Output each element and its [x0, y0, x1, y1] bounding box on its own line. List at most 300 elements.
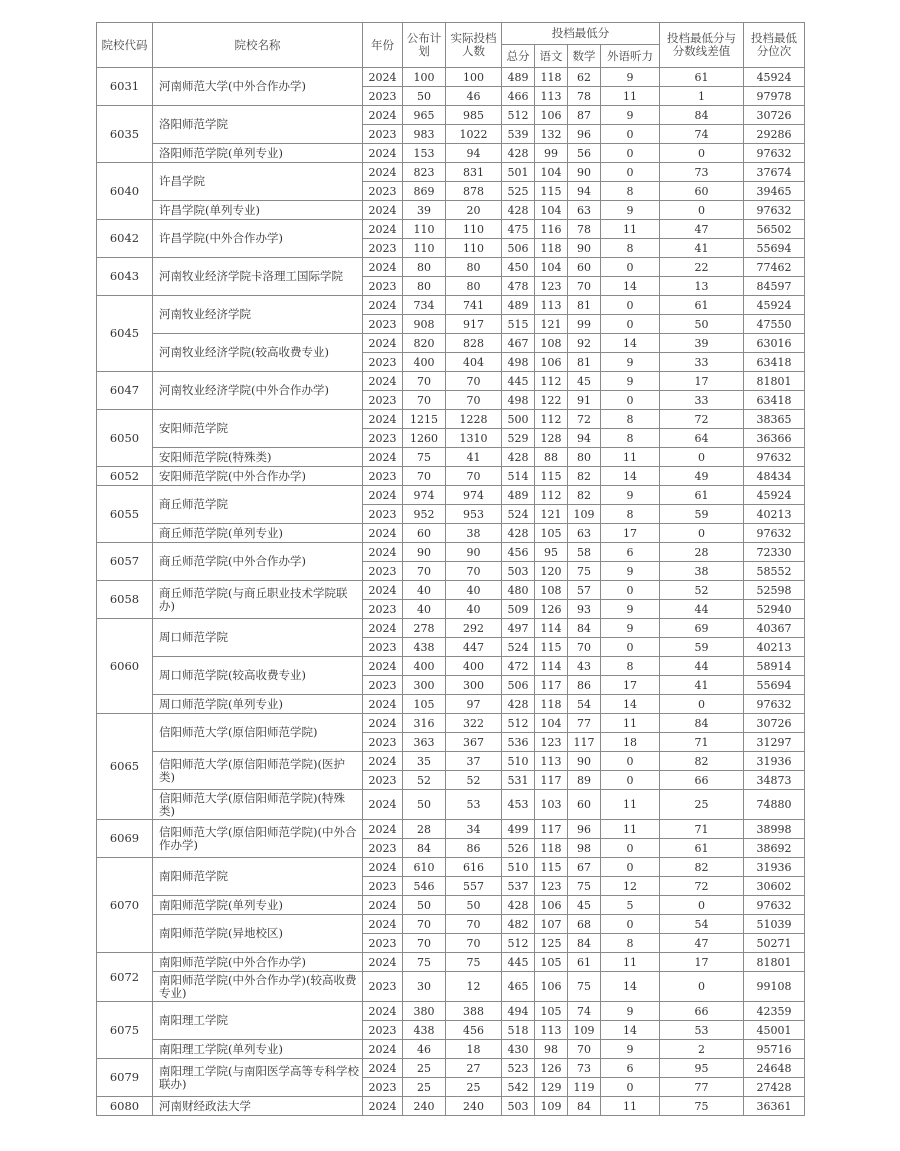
plan-cell: 39 [403, 201, 446, 220]
total-score-cell: 450 [502, 258, 535, 277]
score-rank-cell: 47550 [744, 315, 805, 334]
total-score-cell: 494 [502, 1002, 535, 1021]
score-diff-cell: 44 [660, 600, 744, 619]
score-rank-cell: 40367 [744, 619, 805, 638]
math-score-cell: 68 [568, 915, 601, 934]
year-cell: 2024 [363, 524, 403, 543]
chinese-score-cell: 105 [535, 524, 568, 543]
listening-score-cell: 12 [601, 877, 660, 896]
score-rank-cell: 45924 [744, 486, 805, 505]
header-published-plan: 公布计划 [403, 23, 446, 68]
chinese-score-cell: 126 [535, 1059, 568, 1078]
chinese-score-cell: 104 [535, 201, 568, 220]
listening-score-cell: 8 [601, 657, 660, 676]
actual-cell: 100 [446, 68, 502, 87]
plan-cell: 70 [403, 562, 446, 581]
year-cell: 2024 [363, 486, 403, 505]
score-rank-cell: 40213 [744, 505, 805, 524]
school-code-cell: 6065 [97, 714, 153, 820]
score-rank-cell: 55694 [744, 239, 805, 258]
total-score-cell: 523 [502, 1059, 535, 1078]
table-row [97, 657, 805, 676]
plan-cell: 75 [403, 448, 446, 467]
score-rank-cell: 97632 [744, 695, 805, 714]
year-cell: 2024 [363, 1040, 403, 1059]
actual-cell: 90 [446, 543, 502, 562]
score-diff-cell: 82 [660, 858, 744, 877]
math-score-cell: 77 [568, 714, 601, 733]
listening-score-cell: 0 [601, 391, 660, 410]
school-name-cell: 河南财经政法大学 [153, 1097, 363, 1116]
school-code-cell: 6031 [97, 68, 153, 106]
score-rank-cell: 39465 [744, 182, 805, 201]
listening-score-cell: 9 [601, 486, 660, 505]
score-diff-cell: 47 [660, 220, 744, 239]
score-diff-cell: 38 [660, 562, 744, 581]
actual-cell: 240 [446, 1097, 502, 1116]
score-diff-cell: 0 [660, 448, 744, 467]
actual-cell: 828 [446, 334, 502, 353]
school-name-cell: 安阳师范学院(中外合作办学) [153, 467, 363, 486]
listening-score-cell: 0 [601, 296, 660, 315]
chinese-score-cell: 114 [535, 657, 568, 676]
year-cell: 2024 [363, 581, 403, 600]
school-name-cell: 河南牧业经济学院(较高收费专业) [153, 334, 363, 372]
admission-score-table [96, 22, 805, 1116]
school-name-cell: 信阳师范大学(原信阳师范学院)(特殊类) [153, 790, 363, 820]
listening-score-cell: 6 [601, 543, 660, 562]
year-cell: 2024 [363, 1002, 403, 1021]
actual-cell: 40 [446, 600, 502, 619]
actual-cell: 110 [446, 220, 502, 239]
actual-cell: 400 [446, 657, 502, 676]
math-score-cell: 70 [568, 638, 601, 657]
total-score-cell: 453 [502, 790, 535, 820]
score-diff-cell: 95 [660, 1059, 744, 1078]
total-score-cell: 478 [502, 277, 535, 296]
header-listening: 外语听力 [601, 45, 660, 68]
total-score-cell: 512 [502, 106, 535, 125]
score-diff-cell: 25 [660, 790, 744, 820]
chinese-score-cell: 115 [535, 467, 568, 486]
table-row [97, 296, 805, 315]
total-score-cell: 515 [502, 315, 535, 334]
actual-cell: 70 [446, 467, 502, 486]
score-rank-cell: 97632 [744, 448, 805, 467]
total-score-cell: 510 [502, 858, 535, 877]
math-score-cell: 119 [568, 1078, 601, 1097]
school-code-cell: 6045 [97, 296, 153, 372]
score-rank-cell: 36361 [744, 1097, 805, 1116]
table-row [97, 972, 805, 1002]
total-score-cell: 509 [502, 600, 535, 619]
score-rank-cell: 40213 [744, 638, 805, 657]
school-code-cell: 6040 [97, 163, 153, 220]
total-score-cell: 430 [502, 1040, 535, 1059]
year-cell: 2024 [363, 953, 403, 972]
plan-cell: 105 [403, 695, 446, 714]
total-score-cell: 503 [502, 562, 535, 581]
actual-cell: 917 [446, 315, 502, 334]
listening-score-cell: 9 [601, 562, 660, 581]
year-cell: 2024 [363, 106, 403, 125]
plan-cell: 546 [403, 877, 446, 896]
score-rank-cell: 74880 [744, 790, 805, 820]
year-cell: 2024 [363, 915, 403, 934]
plan-cell: 70 [403, 467, 446, 486]
school-name-cell: 商丘师范学院(单列专业) [153, 524, 363, 543]
score-diff-cell: 50 [660, 315, 744, 334]
math-score-cell: 98 [568, 839, 601, 858]
school-code-cell: 6080 [97, 1097, 153, 1116]
total-score-cell: 489 [502, 486, 535, 505]
year-cell: 2023 [363, 239, 403, 258]
actual-cell: 985 [446, 106, 502, 125]
total-score-cell: 467 [502, 334, 535, 353]
year-cell: 2024 [363, 752, 403, 771]
year-cell: 2024 [363, 410, 403, 429]
listening-score-cell: 11 [601, 1097, 660, 1116]
year-cell: 2023 [363, 353, 403, 372]
year-cell: 2023 [363, 733, 403, 752]
chinese-score-cell: 121 [535, 505, 568, 524]
table-row [97, 896, 805, 915]
year-cell: 2024 [363, 296, 403, 315]
listening-score-cell: 14 [601, 972, 660, 1002]
math-score-cell: 70 [568, 1040, 601, 1059]
math-score-cell: 84 [568, 1097, 601, 1116]
score-rank-cell: 24648 [744, 1059, 805, 1078]
plan-cell: 70 [403, 391, 446, 410]
score-diff-cell: 17 [660, 372, 744, 391]
school-code-cell: 6050 [97, 410, 153, 467]
plan-cell: 820 [403, 334, 446, 353]
table-row [97, 220, 805, 239]
plan-cell: 278 [403, 619, 446, 638]
chinese-score-cell: 107 [535, 915, 568, 934]
math-score-cell: 54 [568, 695, 601, 714]
math-score-cell: 75 [568, 562, 601, 581]
school-name-cell: 洛阳师范学院 [153, 106, 363, 144]
actual-cell: 46 [446, 87, 502, 106]
listening-score-cell: 0 [601, 163, 660, 182]
plan-cell: 70 [403, 915, 446, 934]
total-score-cell: 525 [502, 182, 535, 201]
score-rank-cell: 63418 [744, 353, 805, 372]
school-code-cell: 6075 [97, 1002, 153, 1059]
plan-cell: 90 [403, 543, 446, 562]
math-score-cell: 86 [568, 676, 601, 695]
math-score-cell: 93 [568, 600, 601, 619]
total-score-cell: 506 [502, 676, 535, 695]
score-diff-cell: 72 [660, 877, 744, 896]
actual-cell: 300 [446, 676, 502, 695]
year-cell: 2023 [363, 562, 403, 581]
math-score-cell: 87 [568, 106, 601, 125]
school-code-cell: 6058 [97, 581, 153, 619]
table-row [97, 258, 805, 277]
plan-cell: 84 [403, 839, 446, 858]
math-score-cell: 109 [568, 505, 601, 524]
table-row [97, 858, 805, 877]
table-row [97, 1097, 805, 1116]
year-cell: 2023 [363, 505, 403, 524]
math-score-cell: 94 [568, 182, 601, 201]
score-rank-cell: 42359 [744, 1002, 805, 1021]
score-diff-cell: 75 [660, 1097, 744, 1116]
total-score-cell: 531 [502, 771, 535, 790]
math-score-cell: 84 [568, 934, 601, 953]
plan-cell: 25 [403, 1059, 446, 1078]
actual-cell: 70 [446, 934, 502, 953]
total-score-cell: 537 [502, 877, 535, 896]
chinese-score-cell: 122 [535, 391, 568, 410]
score-rank-cell: 45924 [744, 296, 805, 315]
score-diff-cell: 61 [660, 68, 744, 87]
chinese-score-cell: 125 [535, 934, 568, 953]
listening-score-cell: 9 [601, 353, 660, 372]
school-code-cell: 6052 [97, 467, 153, 486]
actual-cell: 878 [446, 182, 502, 201]
school-name-cell: 安阳师范学院(特殊类) [153, 448, 363, 467]
listening-score-cell: 0 [601, 752, 660, 771]
plan-cell: 80 [403, 258, 446, 277]
school-code-cell: 6079 [97, 1059, 153, 1097]
school-name-cell: 南阳师范学院(异地校区) [153, 915, 363, 953]
listening-score-cell: 8 [601, 429, 660, 448]
chinese-score-cell: 104 [535, 163, 568, 182]
table-row [97, 410, 805, 429]
actual-cell: 12 [446, 972, 502, 1002]
total-score-cell: 489 [502, 68, 535, 87]
chinese-score-cell: 117 [535, 676, 568, 695]
total-score-cell: 466 [502, 87, 535, 106]
chinese-score-cell: 118 [535, 239, 568, 258]
score-rank-cell: 95716 [744, 1040, 805, 1059]
score-diff-cell: 71 [660, 820, 744, 839]
school-code-cell: 6035 [97, 106, 153, 163]
score-rank-cell: 45001 [744, 1021, 805, 1040]
listening-score-cell: 0 [601, 915, 660, 934]
header-school-code: 院校代码 [97, 23, 153, 68]
actual-cell: 404 [446, 353, 502, 372]
actual-cell: 456 [446, 1021, 502, 1040]
score-rank-cell: 84597 [744, 277, 805, 296]
total-score-cell: 482 [502, 915, 535, 934]
chinese-score-cell: 104 [535, 258, 568, 277]
listening-score-cell: 17 [601, 524, 660, 543]
total-score-cell: 503 [502, 1097, 535, 1116]
listening-score-cell: 11 [601, 220, 660, 239]
year-cell: 2023 [363, 391, 403, 410]
school-name-cell: 南阳师范学院(单列专业) [153, 896, 363, 915]
year-cell: 2023 [363, 877, 403, 896]
plan-cell: 400 [403, 353, 446, 372]
total-score-cell: 498 [502, 353, 535, 372]
total-score-cell: 497 [502, 619, 535, 638]
total-score-cell: 489 [502, 296, 535, 315]
listening-score-cell: 9 [601, 619, 660, 638]
math-score-cell: 60 [568, 258, 601, 277]
math-score-cell: 63 [568, 201, 601, 220]
math-score-cell: 67 [568, 858, 601, 877]
chinese-score-cell: 113 [535, 87, 568, 106]
plan-cell: 52 [403, 771, 446, 790]
chinese-score-cell: 108 [535, 581, 568, 600]
score-rank-cell: 29286 [744, 125, 805, 144]
plan-cell: 70 [403, 934, 446, 953]
chinese-score-cell: 116 [535, 220, 568, 239]
plan-cell: 316 [403, 714, 446, 733]
school-name-cell: 河南师范大学(中外合作办学) [153, 68, 363, 106]
math-score-cell: 61 [568, 953, 601, 972]
school-name-cell: 南阳师范学院 [153, 858, 363, 896]
plan-cell: 610 [403, 858, 446, 877]
math-score-cell: 91 [568, 391, 601, 410]
actual-cell: 741 [446, 296, 502, 315]
chinese-score-cell: 105 [535, 953, 568, 972]
total-score-cell: 428 [502, 448, 535, 467]
chinese-score-cell: 106 [535, 106, 568, 125]
plan-cell: 400 [403, 657, 446, 676]
table-row [97, 752, 805, 771]
math-score-cell: 82 [568, 486, 601, 505]
score-diff-cell: 0 [660, 695, 744, 714]
score-rank-cell: 50271 [744, 934, 805, 953]
total-score-cell: 445 [502, 372, 535, 391]
table-row [97, 1059, 805, 1078]
chinese-score-cell: 117 [535, 771, 568, 790]
table-row [97, 581, 805, 600]
score-diff-cell: 71 [660, 733, 744, 752]
year-cell: 2023 [363, 125, 403, 144]
school-code-cell: 6069 [97, 820, 153, 858]
listening-score-cell: 14 [601, 277, 660, 296]
score-rank-cell: 38365 [744, 410, 805, 429]
total-score-cell: 475 [502, 220, 535, 239]
score-diff-cell: 53 [660, 1021, 744, 1040]
score-rank-cell: 97632 [744, 144, 805, 163]
chinese-score-cell: 126 [535, 600, 568, 619]
school-name-cell: 许昌学院(单列专业) [153, 201, 363, 220]
math-score-cell: 81 [568, 296, 601, 315]
school-name-cell: 河南牧业经济学院(中外合作办学) [153, 372, 363, 410]
plan-cell: 300 [403, 676, 446, 695]
school-code-cell: 6060 [97, 619, 153, 714]
actual-cell: 80 [446, 277, 502, 296]
listening-score-cell: 11 [601, 790, 660, 820]
score-rank-cell: 72330 [744, 543, 805, 562]
score-diff-cell: 1 [660, 87, 744, 106]
plan-cell: 908 [403, 315, 446, 334]
math-score-cell: 81 [568, 353, 601, 372]
actual-cell: 18 [446, 1040, 502, 1059]
actual-cell: 40 [446, 581, 502, 600]
score-diff-cell: 74 [660, 125, 744, 144]
chinese-score-cell: 115 [535, 858, 568, 877]
year-cell: 2023 [363, 600, 403, 619]
plan-cell: 50 [403, 790, 446, 820]
math-score-cell: 78 [568, 220, 601, 239]
plan-cell: 363 [403, 733, 446, 752]
year-cell: 2023 [363, 315, 403, 334]
score-rank-cell: 77462 [744, 258, 805, 277]
header-chinese: 语文 [535, 45, 568, 68]
actual-cell: 97 [446, 695, 502, 714]
score-diff-cell: 72 [660, 410, 744, 429]
actual-cell: 75 [446, 953, 502, 972]
listening-score-cell: 8 [601, 239, 660, 258]
math-score-cell: 78 [568, 87, 601, 106]
listening-score-cell: 9 [601, 372, 660, 391]
year-cell: 2023 [363, 839, 403, 858]
chinese-score-cell: 113 [535, 296, 568, 315]
score-diff-cell: 69 [660, 619, 744, 638]
school-name-cell: 许昌学院(中外合作办学) [153, 220, 363, 258]
math-score-cell: 82 [568, 467, 601, 486]
plan-cell: 823 [403, 163, 446, 182]
score-rank-cell: 30726 [744, 106, 805, 125]
school-name-cell: 南阳理工学院 [153, 1002, 363, 1040]
year-cell: 2024 [363, 714, 403, 733]
year-cell: 2024 [363, 695, 403, 714]
school-code-cell: 6043 [97, 258, 153, 296]
chinese-score-cell: 114 [535, 619, 568, 638]
plan-cell: 734 [403, 296, 446, 315]
school-name-cell: 南阳师范学院(中外合作办学) [153, 953, 363, 972]
score-diff-cell: 2 [660, 1040, 744, 1059]
actual-cell: 53 [446, 790, 502, 820]
year-cell: 2024 [363, 790, 403, 820]
school-name-cell: 信阳师范大学(原信阳师范学院)(中外合作办学) [153, 820, 363, 858]
math-score-cell: 62 [568, 68, 601, 87]
chinese-score-cell: 112 [535, 372, 568, 391]
school-code-cell: 6042 [97, 220, 153, 258]
score-rank-cell: 51039 [744, 915, 805, 934]
listening-score-cell: 0 [601, 144, 660, 163]
math-score-cell: 80 [568, 448, 601, 467]
year-cell: 2024 [363, 201, 403, 220]
chinese-score-cell: 112 [535, 486, 568, 505]
listening-score-cell: 9 [601, 1040, 660, 1059]
year-cell: 2023 [363, 182, 403, 201]
school-name-cell: 商丘师范学院 [153, 486, 363, 524]
header-math: 数学 [568, 45, 601, 68]
score-rank-cell: 97632 [744, 896, 805, 915]
year-cell: 2024 [363, 858, 403, 877]
math-score-cell: 90 [568, 752, 601, 771]
listening-score-cell: 11 [601, 448, 660, 467]
school-name-cell: 河南牧业经济学院 [153, 296, 363, 334]
score-diff-cell: 41 [660, 239, 744, 258]
school-name-cell: 南阳师范学院(中外合作办学)(较高收费专业) [153, 972, 363, 1002]
plan-cell: 869 [403, 182, 446, 201]
score-diff-cell: 52 [660, 581, 744, 600]
actual-cell: 34 [446, 820, 502, 839]
chinese-score-cell: 118 [535, 839, 568, 858]
chinese-score-cell: 108 [535, 334, 568, 353]
header-min-score-group: 投档最低分 [502, 23, 660, 45]
actual-cell: 27 [446, 1059, 502, 1078]
plan-cell: 965 [403, 106, 446, 125]
chinese-score-cell: 132 [535, 125, 568, 144]
plan-cell: 974 [403, 486, 446, 505]
actual-cell: 37 [446, 752, 502, 771]
listening-score-cell: 8 [601, 410, 660, 429]
math-score-cell: 75 [568, 972, 601, 1002]
year-cell: 2023 [363, 1021, 403, 1040]
score-rank-cell: 48434 [744, 467, 805, 486]
